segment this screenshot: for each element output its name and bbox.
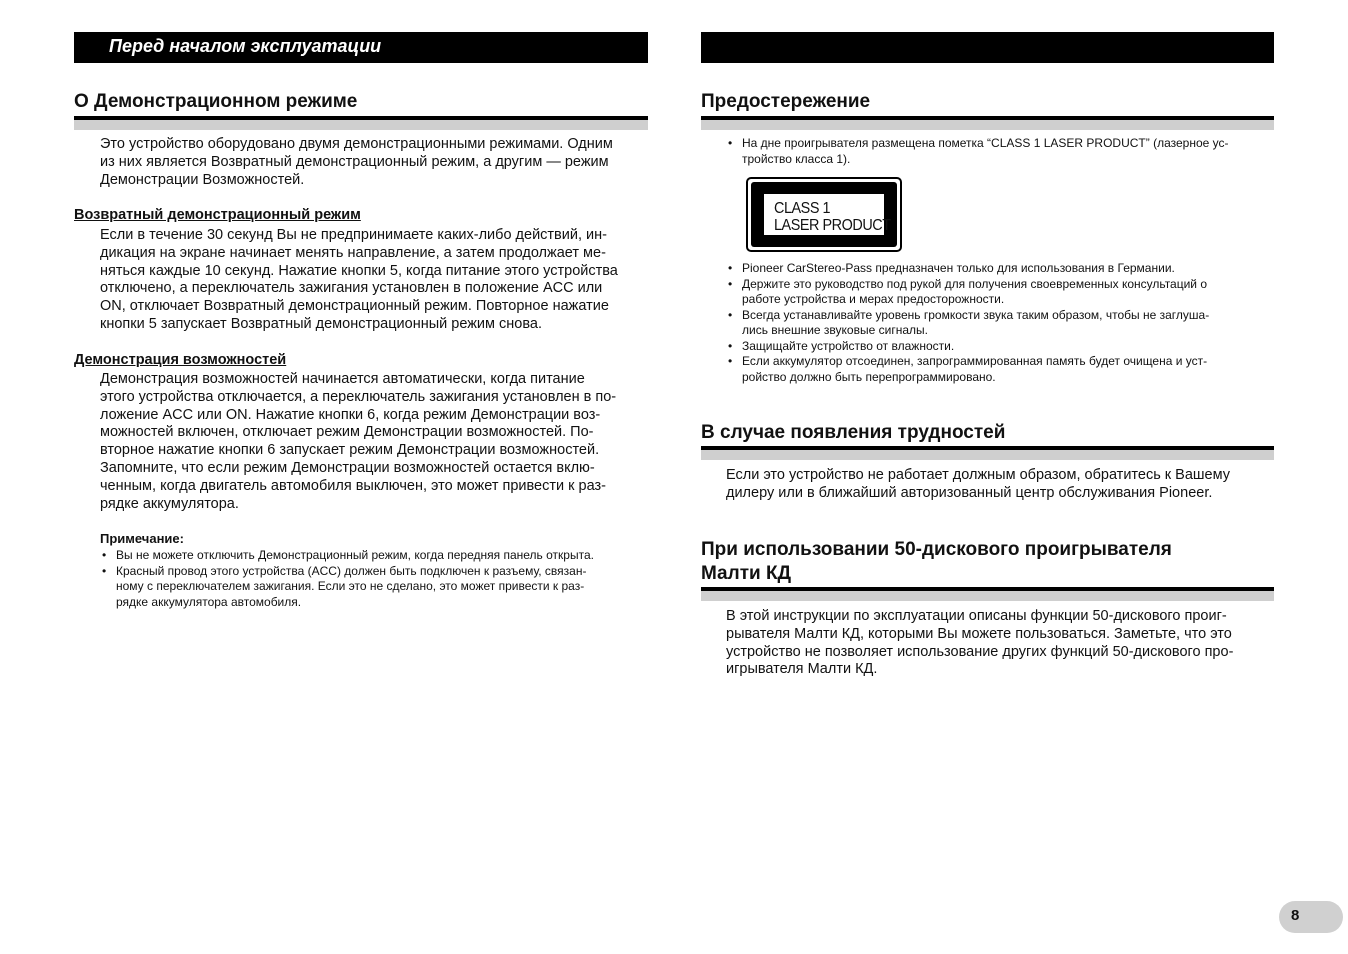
warning-item: • Всегда устанавливайте уровень громкости звука таким образом, чтобы не заглуша- лись внешние звуковые сигналы.	[726, 308, 1209, 339]
warning-item: • Держите это руководство под рукой для получения своевременных консультаций о работе устройства и мерах предосторожности.	[726, 277, 1209, 308]
multi-cd-section-title: При использовании 50-дискового проигрывателя Малти КД	[701, 539, 1172, 584]
left-header-title: Перед началом эксплуатации	[109, 36, 382, 56]
return-demo-subtitle: Возвратный демонстрационный режим	[74, 207, 361, 223]
laser-label-text: CLASS 1 LASER PRODUCT	[774, 200, 891, 234]
warning-first-item-list	[726, 136, 1229, 167]
trouble-section-title: В случае появления трудностей	[701, 422, 1006, 443]
page-number: 8	[1291, 907, 1300, 924]
warning-item: • Pioneer CarStereo-Pass предназначен только для использования в Германии.	[726, 261, 1209, 277]
return-demo-text: Если в течение 30 секунд Вы не предпринимаете каких-либо действий, ин- дикация на экране начинает менять направление, а затем продолжает ме- няться каждые 10 секунд. Нажатие кнопки 5, когда питание этого устройства отключено, а переключатель зажигания установлен в положение ACC или ON, отключает Возвратный демонстрационный режим. Повторное нажатие кнопки 5 запускает Возвратный демонстрационный режим снова.	[100, 227, 618, 332]
trouble-section-rule	[701, 446, 1274, 460]
warning-section-title: Предостережение	[701, 91, 871, 112]
note-list	[100, 548, 594, 610]
demo-section-rule	[74, 116, 648, 130]
page-number-badge	[1279, 901, 1343, 933]
warning-list	[726, 261, 1209, 385]
warning-section-rule	[701, 116, 1274, 130]
right-header-bar	[701, 32, 1274, 63]
left-header-bar	[74, 32, 648, 63]
warning-item: • Если аккумулятор отсоединен, запрограммированная память будет очищена и уст- ройство должно быть перепрограммировано.	[726, 354, 1209, 385]
warning-item: • Защищайте устройство от влажности.	[726, 339, 1209, 355]
laser-product-label	[746, 177, 902, 252]
demo-intro: Это устройство оборудовано двумя демонстрационными режимами. Одним из них является Возвратный демонстрационный режим, а другим — режим Демонстрации Возможностей.	[100, 136, 613, 188]
multi-cd-section-rule	[701, 587, 1274, 601]
note-item: • Вы не можете отключить Демонстрационный режим, когда передняя панель открыта.	[100, 548, 594, 564]
demo-section-title: О Демонстрационном режиме	[74, 91, 358, 112]
note-item: • Красный провод этого устройства (ACC) должен быть подключен к разъему, связан- ному с переключателем зажигания. Если это не сделано, это может привести к раз- рядке аккумулятора автомобиля.	[100, 564, 594, 611]
multi-cd-text: В этой инструкции по эксплуатации описаны функции 50-дискового проиг- рывателя Малти КД, которыми Вы можете пользоваться. Заметьте, что это устройство не позволяет использование других функций 50-дискового про- игрывателя Малти КД.	[726, 608, 1234, 678]
note-title: Примечание:	[100, 531, 184, 546]
warning-item: • На дне проигрывателя размещена пометка “CLASS 1 LASER PRODUCT” (лазерное ус- тройство класса 1).	[726, 136, 1229, 167]
trouble-text: Если это устройство не работает должным образом, обратитесь к Вашему дилеру или в ближайший авторизованный центр обслуживания Pioneer.	[726, 467, 1230, 501]
feature-demo-text: Демонстрация возможностей начинается автоматически, когда питание этого устройства отключается, а переключатель зажигания установлен в по- ложение ACC или ON. Нажатие кнопки 6, когда режим Демонстрации воз- можностей включен, отключает режим Демонстрации возможностей. По- вторное нажатие кнопки 6 запускает режим Демонстрации возможностей. Запомните, что если режим Демонстрации возможностей остается вклю- ченным, когда двигатель автомобиля выключен, это может привести к раз- рядке аккумулятора.	[100, 371, 617, 512]
feature-demo-subtitle: Демонстрация возможностей	[74, 352, 287, 368]
